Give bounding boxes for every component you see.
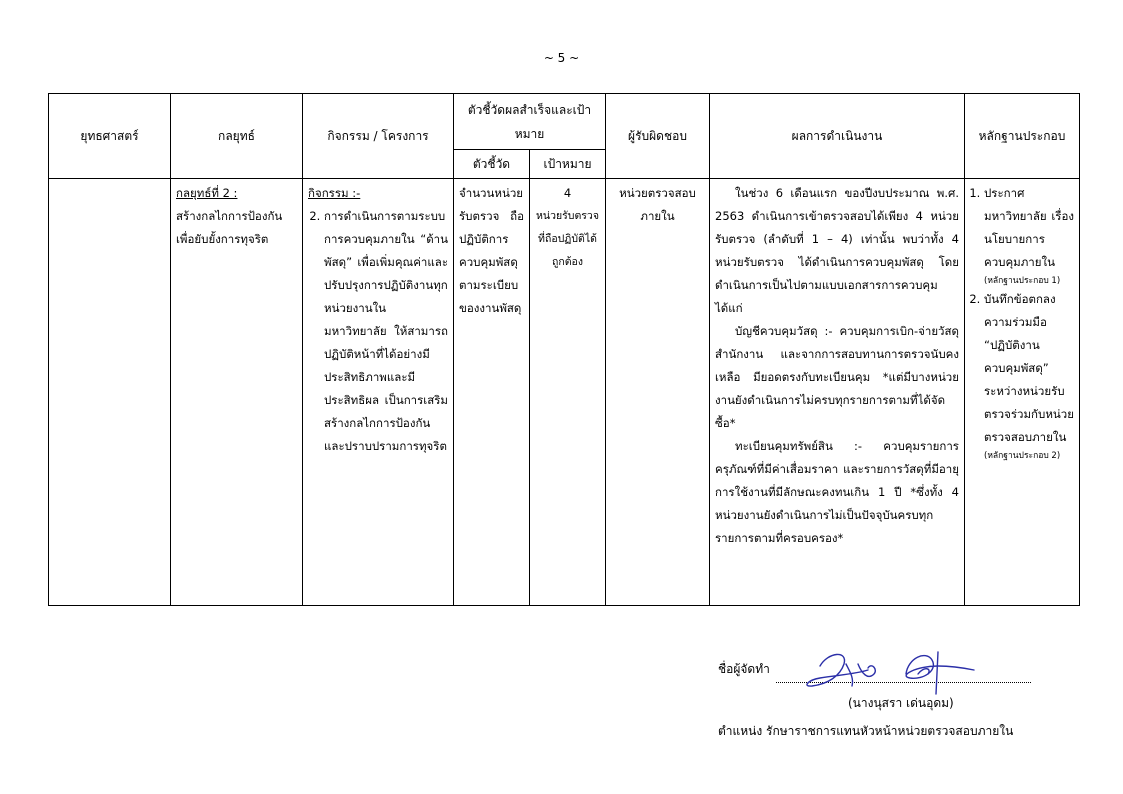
- header-tactic: กลยุทธ์: [171, 94, 303, 179]
- cell-kpi: จำนวนหน่วยรับตรวจ ถือปฏิบัติการควบคุมพัสดุตามระเบียบของงานพัสดุ: [454, 179, 530, 606]
- evidence-list: [970, 182, 1074, 463]
- activity-list: [308, 205, 448, 458]
- table-row: [49, 179, 1080, 606]
- results-paragraph-3: ทะเบียนคุมทรัพย์สิน :- ควบคุมรายการครุภัณฑ์ที่มีค่าเสื่อมราคา และรายการวัสดุที่มีอายุการใช้งานที่มีลักษณะคงทนเกิน 1 ปี *ซึ่งทั้ง 4 หน่วยงานยังดำเนินการไม่เป็นปัจจุบันครบทุกรายการตามที่ครอบครอง*: [715, 439, 959, 545]
- evidence-1-ref: (หลักฐานประกอบ 1): [984, 276, 1061, 286]
- evidence-item-2: [984, 288, 1074, 463]
- evidence-item-1: [984, 182, 1074, 288]
- cell-activity: [303, 179, 454, 606]
- cell-tactic: [171, 179, 303, 606]
- activity-item: 2. การดำเนินการตามระบบการควบคุมภายใน “ด้านพัสดุ” เพื่อเพิ่มคุณค่าและปรับปรุงการปฏิบัติงานทุกหน่วยงานในมหาวิทยาลัย ให้สามารถปฏิบัติหน้าที่ได้อย่างมีประสิทธิภาพและมีประสิทธิผล เป็นการเสริมสร้างกลไกการป้องกันและปราบปรามการทุจริต: [324, 205, 448, 458]
- performance-table: [48, 93, 1080, 606]
- activity-title: กิจกรรม :-: [308, 186, 361, 200]
- header-evidence: หลักฐานประกอบ: [965, 94, 1080, 179]
- tactic-title: กลยุทธ์ที่ 2 :: [176, 186, 238, 200]
- evidence-1-text: ประกาศมหาวิทยาลัย เรื่อง นโยบายการควบคุมภายใน: [984, 186, 1074, 269]
- target-value: 4: [563, 186, 572, 200]
- results-paragraph-2: บัญชีควบคุมวัสดุ :- ควบคุมการเบิก-จ่ายวัสดุสำนักงาน และจากการสอบทานการตรวจนับคงเหลือ มียอดตรงกับทะเบียนคุม *แต่มีบางหน่วยงานยังดำเนินการไม่ครบทุกรายการตามที่ได้จัดซื้อ*: [715, 324, 959, 430]
- header-results: ผลการดำเนินงาน: [710, 94, 965, 179]
- page-number: ~ 5 ~: [543, 51, 580, 65]
- cell-evidence: [965, 179, 1080, 606]
- signer-position: ตำแหน่ง รักษาราชการแทนหัวหน้าหน่วยตรวจสอบภายใน: [718, 724, 1014, 738]
- cell-strategy: [49, 179, 171, 606]
- results-paragraph-1: ในช่วง 6 เดือนแรก ของปีงบประมาณ พ.ศ. 2563 ดำเนินการเข้าตรวจสอบได้เพียง 4 หน่วยรับตรวจ (ลำดับที่ 1 – 4) เท่านั้น พบว่าทั้ง 4 หน่วยรับตรวจ ได้ดำเนินการควบคุมพัสดุ โดยดำเนินการเป็นไปตามแบบเอกสารการควบคุม ได้แก่: [715, 186, 959, 315]
- header-target: เป้าหมาย: [530, 150, 606, 179]
- header-strategy: ยุทธศาสตร์: [49, 94, 171, 179]
- target-text: หน่วยรับตรวจที่ถือปฏิบัติได้ถูกต้อง: [536, 210, 599, 268]
- cell-responsible: หน่วยตรวจสอบภายใน: [606, 179, 710, 606]
- header-kpi: ตัวชี้วัด: [454, 150, 530, 179]
- header-kpi-group: ตัวชี้วัดผลสำเร็จและเป้าหมาย: [454, 94, 606, 150]
- tactic-text: สร้างกลไกการป้องกันเพื่อยับยั้งการทุจริต: [176, 209, 283, 246]
- header-responsible: ผู้รับผิดชอบ: [606, 94, 710, 179]
- header-activity: กิจกรรม / โครงการ: [303, 94, 454, 179]
- cell-results: [710, 179, 965, 606]
- evidence-2-text: บันทึกข้อตกลงความร่วมมือ “ปฏิบัติงานควบคุมพัสดุ” ระหว่างหน่วยรับตรวจร่วมกับหน่วยตรวจสอบภายใน: [984, 292, 1074, 444]
- signer-name: (นางนุสรา เด่นอุดม): [848, 696, 954, 710]
- evidence-2-ref: (หลักฐานประกอบ 2): [984, 451, 1061, 461]
- signature-label: ชื่อผู้จัดทำ: [718, 662, 770, 676]
- cell-target: [530, 179, 606, 606]
